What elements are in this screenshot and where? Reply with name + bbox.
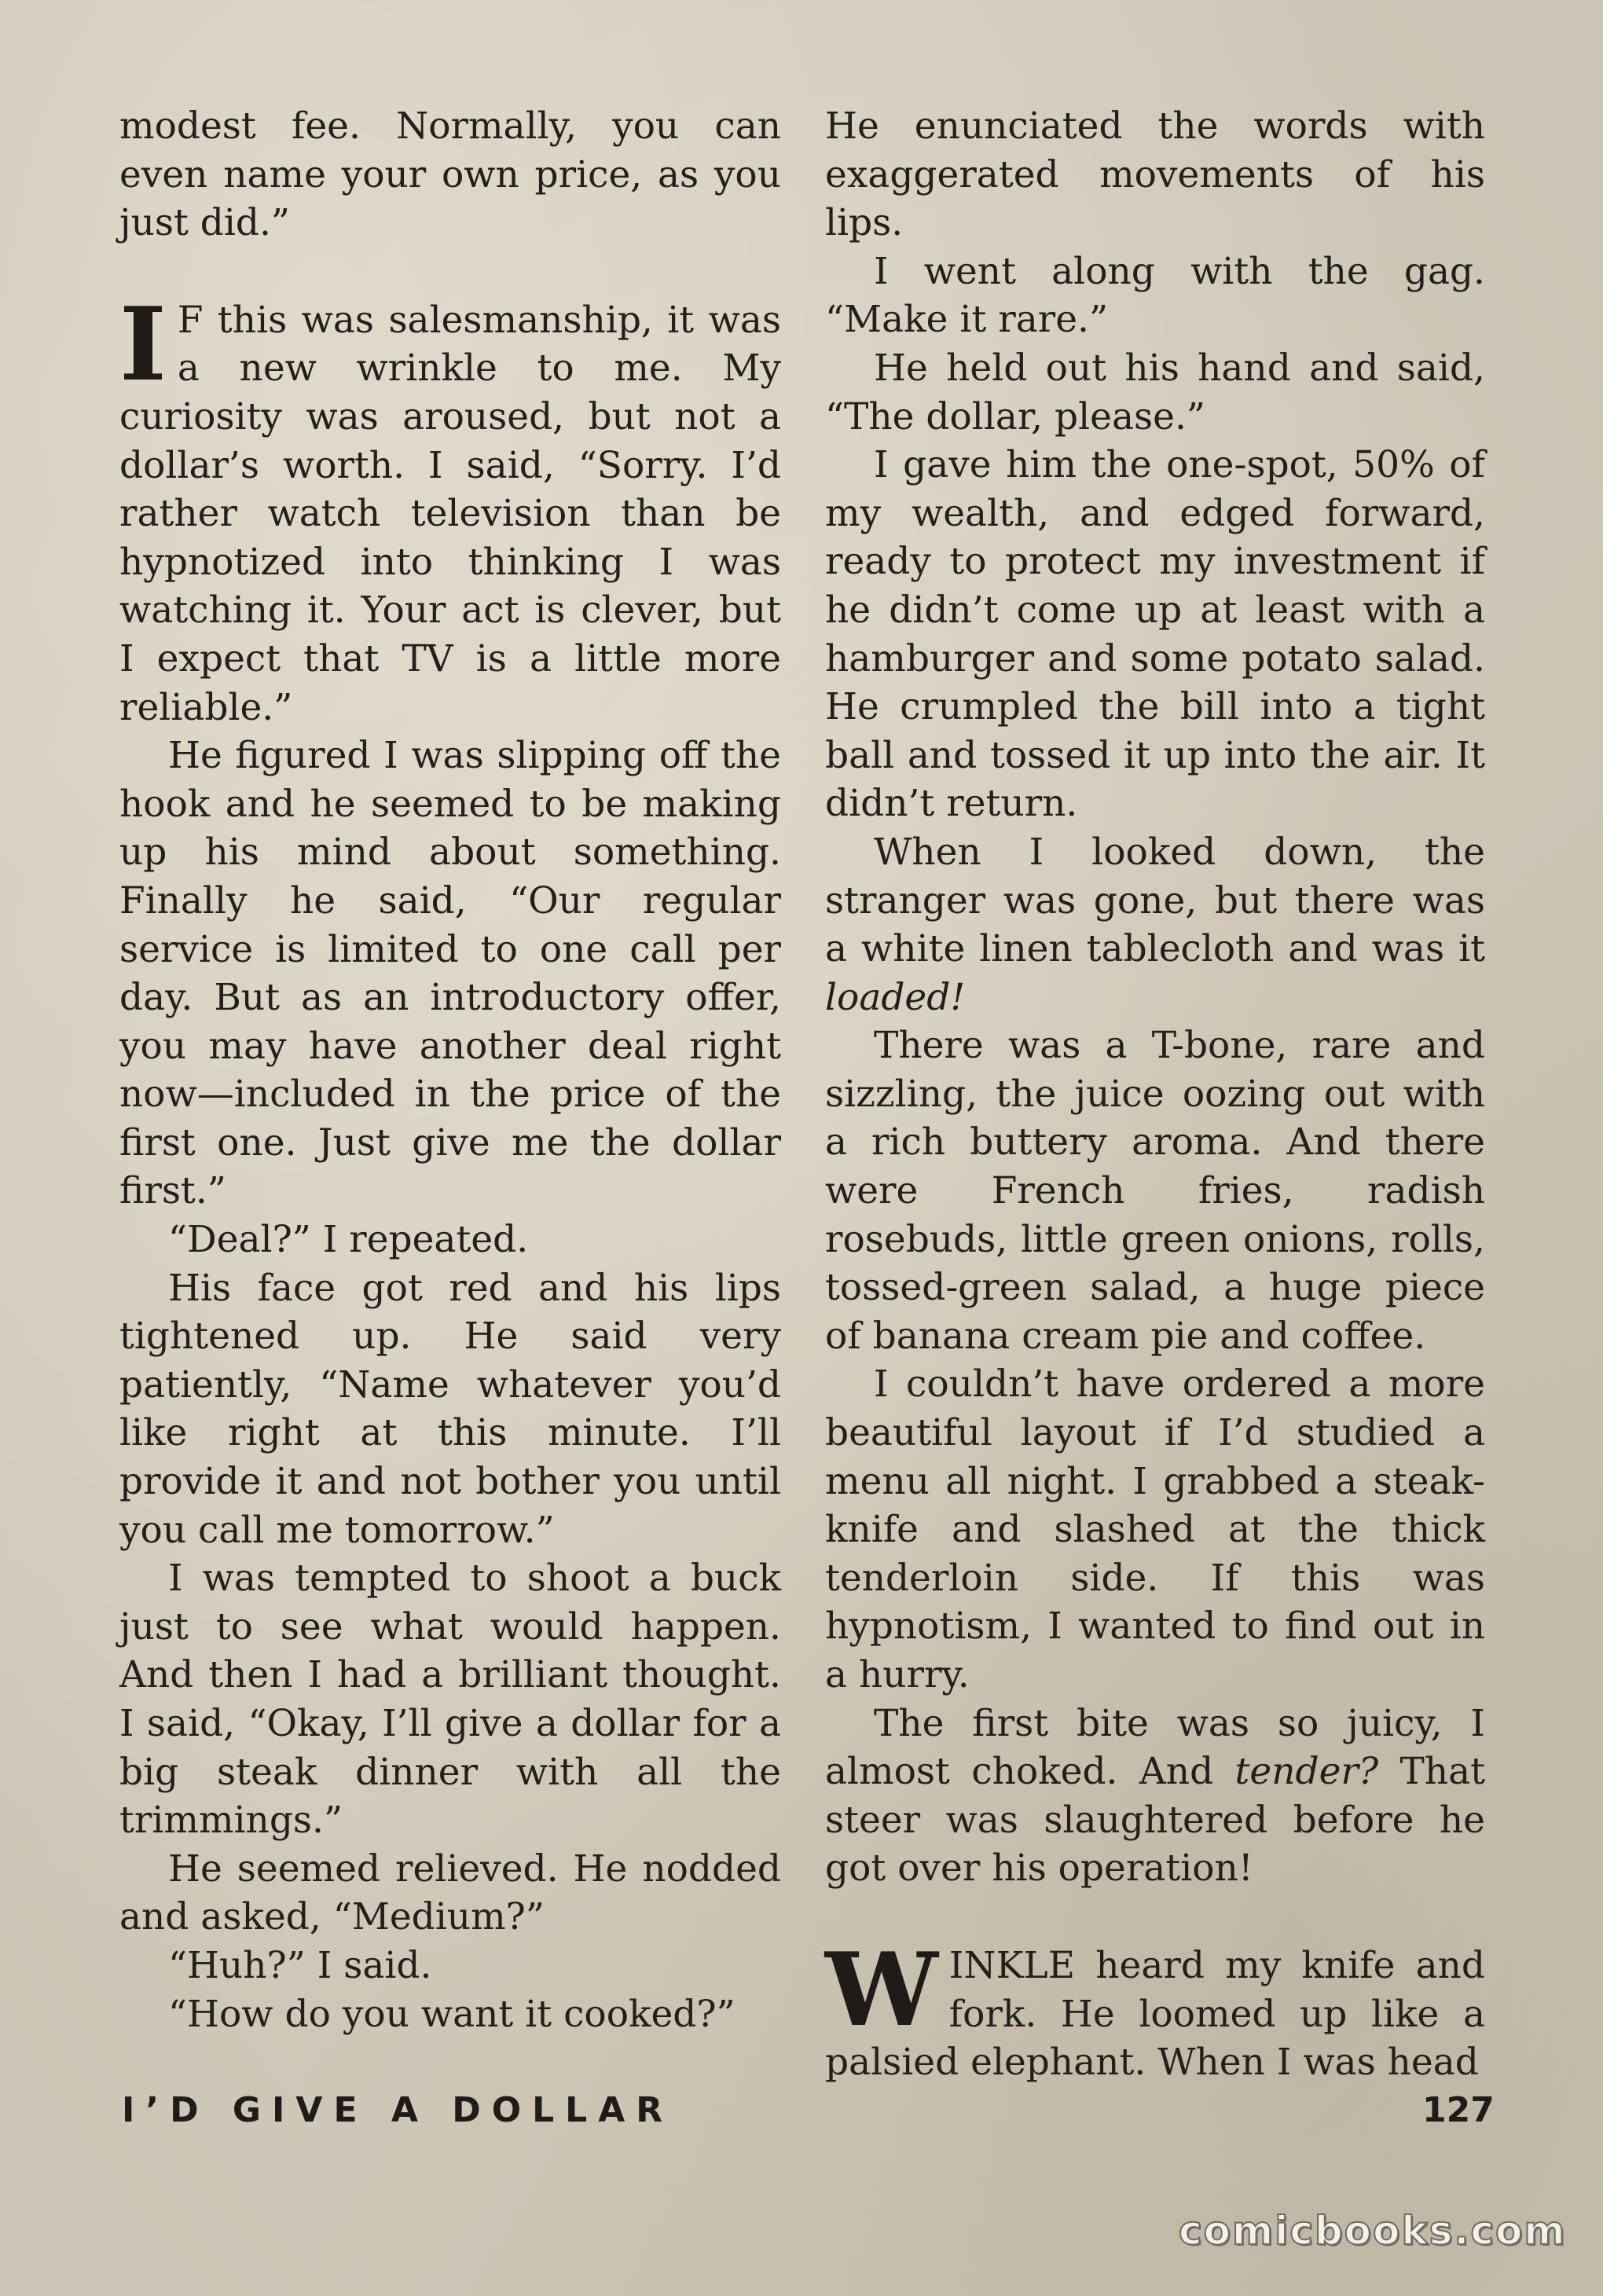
paragraph: modest fee. Normally, you can even name your own price, as you just did.” [119, 105, 781, 245]
paragraph: He figured I was slipping off the hook and he seemed to be making up his mind about something. Finally he said, “Our regular service is limited to one call per day. But as an introductory offer, you may have another deal right now—included in the price of the first one. Just give me the dollar first.” [119, 734, 781, 1213]
paragraph: “How do you want it cooked?” [168, 1992, 735, 2036]
paragraph: I was tempted to shoot a buck just to see what would happen. And then I had a brilliant thought. I said, “Okay, I’ll give a dollar for a big steak dinner with all the trimmings.” [119, 1557, 781, 1843]
emphasized-text: tender? [1234, 1750, 1379, 1794]
paragraph-text: The first bite was so juicy, I almost choked. And [825, 1701, 1485, 1794]
paragraph: He held out his hand and said, “The dollar, please.” [825, 346, 1485, 438]
paragraph-with-drop-cap [825, 1931, 1485, 2087]
paragraph: I went along with the gag. “Make it rare.” [825, 249, 1485, 342]
paragraph: “Deal?” I repeated. [168, 1218, 529, 1262]
paragraph: “Huh?” I said. [168, 1943, 432, 1987]
right-text-column [825, 102, 1485, 2087]
page-number: 127 [1422, 2090, 1495, 2130]
paragraph: He enunciated the words with exaggerated movements of his lips. [825, 105, 1485, 245]
site-watermark: comicbooks.com [1179, 2208, 1567, 2254]
left-text-column [119, 102, 781, 2038]
paragraph: His face got red and his lips tightened up. He said very patiently, “Name whatever you’d like right at this minute. I’ll provide it and not bother you until you call me tomorrow.” [119, 1266, 781, 1552]
paragraph-text: When I looked down, the stranger was gone, but there was a white linen tablecloth and was it [825, 830, 1485, 971]
drop-cap: W [825, 1931, 938, 2049]
paragraph-text: That steer was slaughtered before he got over his operation! [825, 1750, 1485, 1891]
paragraph: I gave him the one-spot, 50% of my wealth, and edged forward, ready to protect my investment if he didn’t come up at least with a hamburger and some potato salad. He crumpled the bill into a tight ball and tossed it up into the air. It didn’t return. [825, 443, 1485, 826]
drop-cap: I [119, 285, 167, 404]
emphasized-text: loaded! [825, 975, 966, 1019]
running-title: I’D GIVE A DOLLAR [122, 2090, 674, 2130]
paragraph: He seemed relieved. He nodded and asked, “Medium?” [119, 1847, 781, 1939]
paragraph-text: F this was salesmanship, it was a new wrinkle to me. My curiosity was aroused, but not a dollar’s worth. I said, “Sorry. I’d rather watch television than be hypnotized into thinking I was watching it. Your act is clever, but I expect that TV is a little more reliable.” [119, 298, 781, 729]
paragraph-with-drop-cap [119, 285, 781, 732]
paragraph: There was a T-bone, rare and sizzling, the juice oozing out with a rich buttery aroma. And there were French fries, radish rosebuds, little green onions, rolls, tossed-green salad, a huge piece of banana cream pie and coffee. [825, 1024, 1485, 1358]
paragraph: I couldn’t have ordered a more beautiful layout if I’d studied a menu all night. I grabbed a steak-knife and slashed at the thick tenderloin side. If this was hypnotism, I wanted to find out in a hurry. [825, 1363, 1485, 1696]
paragraph [825, 1700, 1485, 1893]
paragraph [825, 828, 1485, 1021]
paragraph-text: INKLE heard my knife and fork. He loomed up like a palsied elephant. When I was head [825, 1943, 1485, 2085]
